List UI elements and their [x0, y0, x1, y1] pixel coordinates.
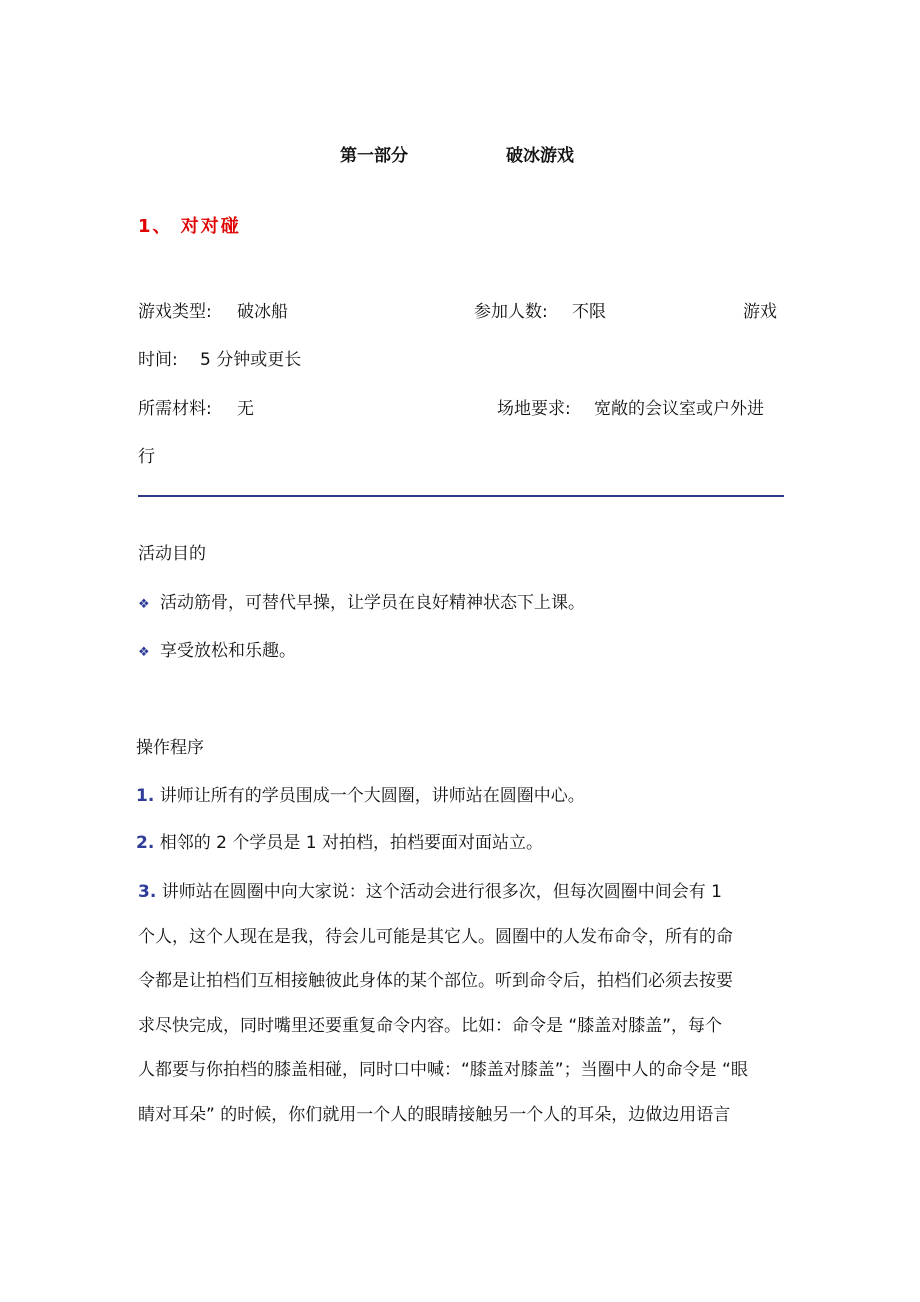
time-label-part2: 时间:: [138, 350, 178, 370]
game-type-value: 破冰船: [237, 302, 288, 322]
step-line: 求尽快完成，同时嘴里还要重复命令内容。比如：命令是 “膝盖对膝盖”，每个: [138, 1015, 723, 1036]
step-line: [138, 870, 783, 915]
part-title: 破冰游戏: [506, 146, 574, 166]
procedure-step: [136, 785, 585, 807]
venue-value-continued: 行: [138, 447, 155, 467]
step-number: 1.: [136, 786, 155, 806]
people-value: 不限: [572, 302, 606, 322]
procedure-heading: 操作程序: [136, 738, 204, 758]
step-text: 讲师站在圆圈中向大家说：这个活动会进行很多次，但每次圆圈中间会有 1: [161, 882, 722, 902]
step-line: 睛对耳朵” 的时候，你们就用一个人的眼睛接触另一个人的耳朵，边做边用语言: [138, 1104, 731, 1125]
step-line: 人都要与你拍档的膝盖相碰，同时口中喊：“膝盖对膝盖”；当圈中人的命令是 “眼: [138, 1060, 748, 1080]
diamond-bullet-icon: ❖: [138, 645, 150, 660]
section-divider: [138, 495, 784, 497]
purpose-heading: 活动目的: [138, 544, 206, 564]
purpose-item: [138, 640, 296, 664]
material-value: 无: [237, 399, 254, 419]
diamond-bullet-icon: ❖: [138, 597, 150, 612]
people-label: 参加人数:: [474, 302, 548, 322]
procedure-step: [136, 832, 543, 854]
purpose-item: [138, 592, 585, 616]
time-label-part1: 游戏: [743, 302, 777, 322]
step-line: 令都是让拍档们互相接触彼此身体的某个部位。听到命令后，拍档们必须去按要: [138, 971, 733, 991]
step-number: 3.: [138, 882, 157, 902]
material-label: 所需材料:: [138, 399, 212, 419]
time-value: 5 分钟或更长: [200, 350, 302, 370]
part-number: 第一部分: [340, 146, 408, 166]
procedure-step: [138, 870, 783, 1137]
step-text: 相邻的 2 个学员是 1 对拍档，拍档要面对面站立。: [159, 833, 543, 853]
step-text: 讲师让所有的学员围成一个大圆圈，讲师站在圆圈中心。: [159, 786, 585, 806]
step-line: 个人，这个人现在是我，待会儿可能是其它人。圆圈中的人发布命令，所有的命: [138, 926, 733, 947]
section-heading: 1、 对对碰: [138, 216, 241, 237]
purpose-item-text: 活动筋骨，可替代早操，让学员在良好精神状态下上课。: [160, 593, 585, 613]
venue-value: 宽敞的会议室或户外进: [594, 399, 764, 419]
game-type-label: 游戏类型:: [138, 302, 212, 322]
step-number: 2.: [136, 833, 155, 853]
purpose-item-text: 享受放松和乐趣。: [160, 641, 296, 661]
venue-label: 场地要求:: [497, 399, 571, 419]
